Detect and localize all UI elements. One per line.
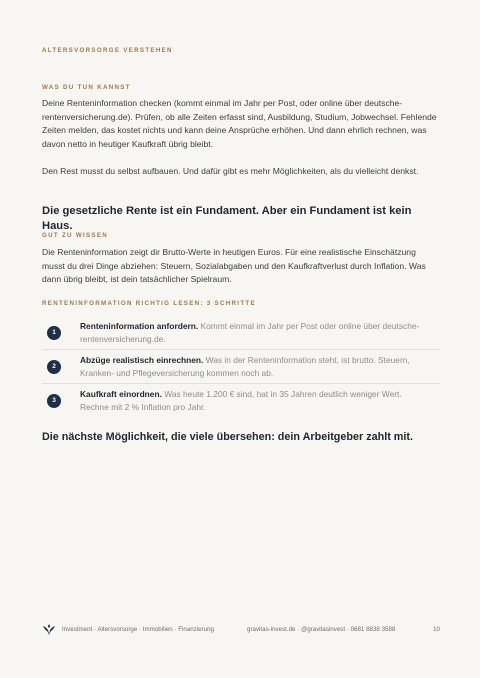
step-title: Abzüge realistisch einrechnen. bbox=[80, 355, 204, 365]
page-footer bbox=[42, 622, 442, 638]
steps-list bbox=[42, 316, 440, 418]
what-to-do-label: WAS DU TUN KANNST bbox=[42, 84, 131, 91]
step-description: Was heute 1.200 € sind, hat in 35 Jahren deutlich weniger Wert. Rechne mit 2 % Inflation pro Jahr. bbox=[80, 389, 402, 412]
what-to-do-paragraph-2: Den Rest musst du selbst aufbauen. Und dafür gibt es mehr Möglichkeiten, als du vielleicht denkst. bbox=[42, 166, 419, 176]
step-text bbox=[80, 388, 430, 413]
step-description: Kommt einmal im Jahr per Post oder online über deutsche-rentenversicherung.de. bbox=[80, 321, 420, 344]
good-to-know-paragraph: Die Renteninformation zeigt dir Brutto-Werte in heutigen Euros. Für eine realistische Einschätzung musst du drei Dinge abziehen: Steuern, Sozialabgaben und den Kaufkraftverlust durch Inflation. Was dann übrig bleibt, ist dein tatsächlicher Spielraum. bbox=[42, 247, 426, 285]
footer-services: Investment · Altersvorsorge · Immobilien · Finanzierung bbox=[62, 626, 214, 633]
page-number: 10 bbox=[433, 626, 440, 633]
section-label: ALTERSVORSORGE VERSTEHEN bbox=[42, 47, 173, 54]
step-number-badge: 2 bbox=[47, 360, 61, 374]
step-text bbox=[80, 320, 430, 345]
steps-label: RENTENINFORMATION RICHTIG LESEN: 3 SCHRITTE bbox=[42, 300, 256, 307]
what-to-do-paragraph-1: Deine Renteninformation checken (kommt einmal im Jahr per Post, oder online über deutsche-rentenversicherung.de). Prüfen, ob alle Zeiten erfasst sind, Ausbildung, Studium, Jobwechsel. Fehlende Zeiten melden, das kostet nichts und kann deine Ansprüche erhöhen. Und dann ehrlich rechnen, was davon netto in heutiger Kaufkraft übrig bleibt. bbox=[42, 98, 437, 149]
step-title: Renteninformation anfordern. bbox=[80, 321, 199, 331]
headline-fundament: Die gesetzliche Rente ist ein Fundament. Aber ein Fundament ist kein Haus. bbox=[42, 205, 412, 232]
step-item bbox=[42, 384, 440, 418]
step-item bbox=[42, 316, 440, 350]
good-to-know-label: GUT ZU WISSEN bbox=[42, 232, 109, 239]
eagle-logo-icon bbox=[42, 622, 56, 636]
step-description: Was in der Renteninformation steht, ist brutto. Steuern, Kranken- und Pflegeversicherung kommen noch ab. bbox=[80, 355, 410, 378]
footer-contact: gravitas-invest.de · @gravitasinvest · 0681 8838 3588 bbox=[247, 626, 396, 633]
step-number-badge: 1 bbox=[47, 326, 61, 340]
step-text bbox=[80, 354, 430, 379]
step-title: Kaufkraft einordnen. bbox=[80, 389, 162, 399]
step-item bbox=[42, 350, 440, 384]
headline-arbeitgeber: Die nächste Möglichkeit, die viele übersehen: dein Arbeitgeber zahlt mit. bbox=[42, 431, 413, 443]
step-number-badge: 3 bbox=[47, 394, 61, 408]
